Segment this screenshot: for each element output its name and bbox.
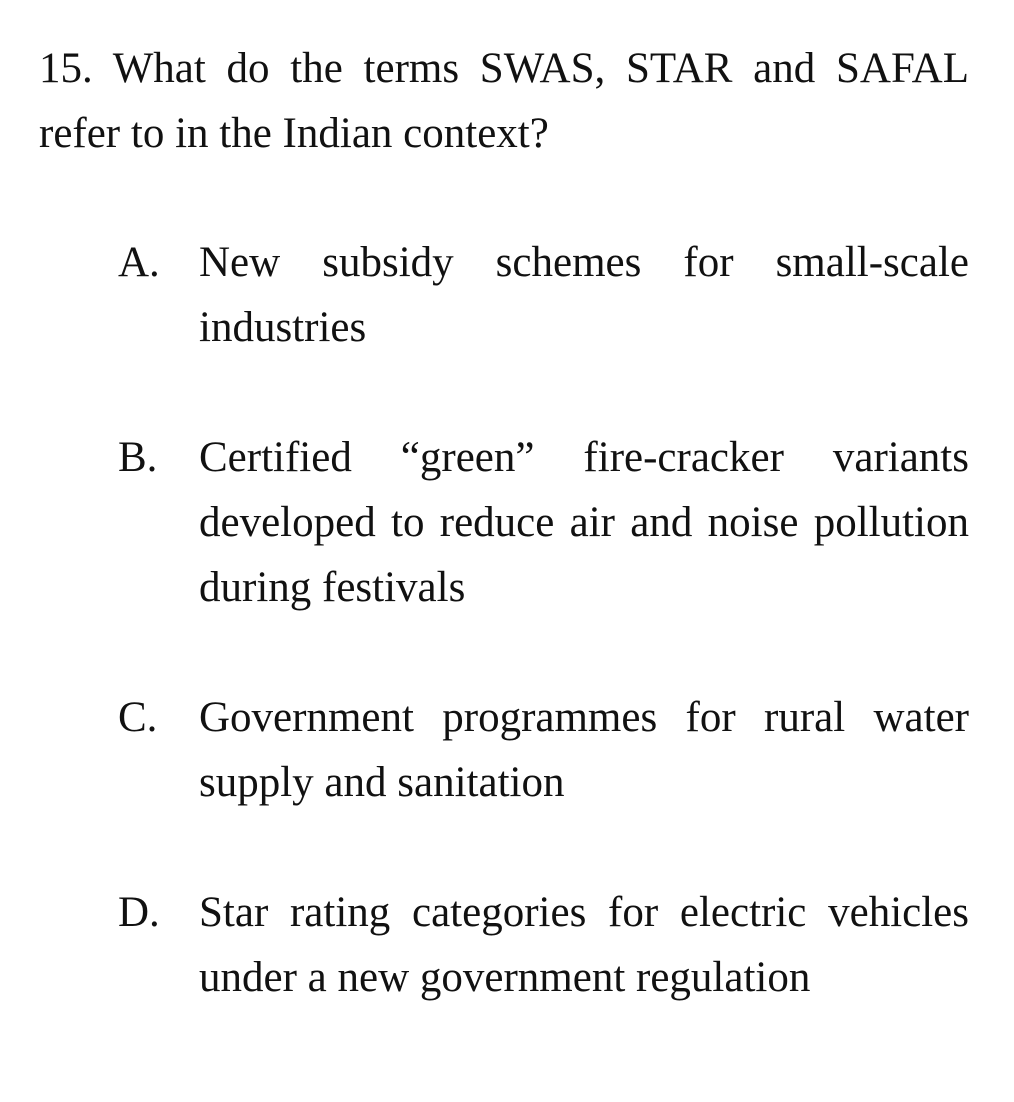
option-text: Star rating categories for electric vehicles under a new government regulation — [199, 889, 969, 1001]
option-d[interactable] — [118, 880, 969, 1010]
option-letter: B. — [118, 434, 158, 481]
option-text: Government programmes for rural water supply and sanitation — [199, 694, 969, 806]
options-list — [118, 230, 969, 1010]
option-letter: C. — [118, 694, 158, 741]
option-letter: A. — [118, 239, 160, 286]
option-text: New subsidy schemes for small-scale industries — [199, 239, 969, 351]
option-text: Certified “green” fire-cracker variants developed to reduce air and noise pollution during festivals — [199, 434, 969, 611]
question-number: 15. — [39, 45, 93, 92]
option-c[interactable] — [118, 685, 969, 815]
question-text — [39, 36, 969, 166]
option-a[interactable] — [118, 230, 969, 360]
question-body: What do the terms SWAS, STAR and SAFAL refer to in the Indian context? — [39, 45, 969, 157]
option-b[interactable] — [118, 425, 969, 620]
option-letter: D. — [118, 889, 160, 936]
